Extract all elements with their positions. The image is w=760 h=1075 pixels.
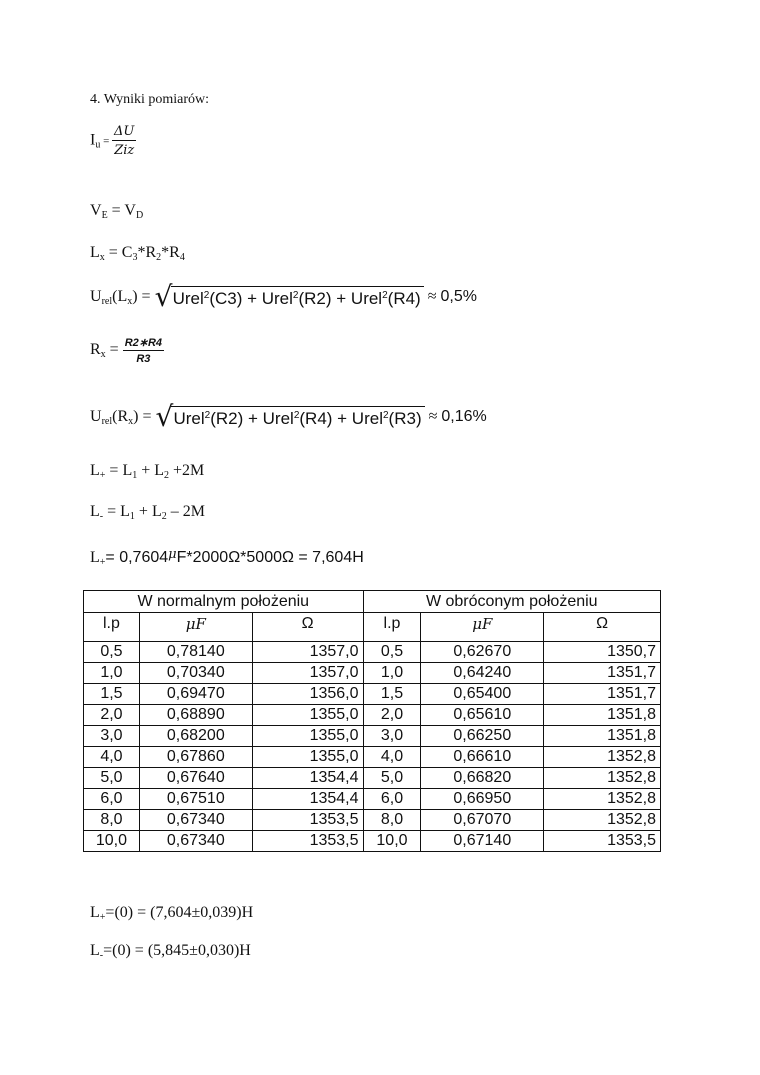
cell-ohm-rotated: 1351,8 [544, 705, 661, 726]
lx-a: L [90, 244, 100, 261]
table-row [84, 663, 661, 684]
urel-lx-approx: ≈ [423, 288, 441, 306]
urel-rx-t3a: (R3) [388, 409, 422, 428]
ve-eq: = [107, 202, 125, 219]
cell-ohm-normal: 1355,0 [252, 747, 363, 768]
cell-lp-rotated: 4,0 [363, 747, 421, 768]
cell-uf-rotated: 0,64240 [421, 663, 544, 684]
ve-b-sub: D [135, 210, 144, 221]
cell-ohm-rotated: 1351,8 [544, 726, 661, 747]
urel-lx-result: 0,5% [440, 288, 477, 306]
formula-urel-lx [90, 280, 477, 313]
cell-ohm-rotated: 1352,8 [544, 768, 661, 789]
table-row [84, 726, 661, 747]
ve-a-sub: E [101, 210, 108, 221]
result-lminus-sub: - [99, 950, 104, 961]
cell-ohm-normal: 1355,0 [252, 705, 363, 726]
cell-uf-normal: 0,68890 [139, 705, 252, 726]
cell-ohm-normal: 1354,4 [252, 789, 363, 810]
cell-lp-rotated: 5,0 [363, 768, 421, 789]
cell-lp-rotated: 2,0 [363, 705, 421, 726]
cell-ohm-rotated: 1351,7 [544, 684, 661, 705]
cell-uf-rotated: 0,66610 [421, 747, 544, 768]
iu-numerator: ΔU [114, 124, 135, 139]
cell-lp-normal: 2,0 [84, 705, 140, 726]
group-header-normal: W normalnym położeniu [84, 591, 364, 613]
cell-ohm-rotated: 1351,7 [544, 663, 661, 684]
col-header-uf-2: μF [421, 613, 544, 642]
cell-uf-rotated: 0,67070 [421, 810, 544, 831]
cell-uf-normal: 0,67860 [139, 747, 252, 768]
cell-uf-rotated: 0,66950 [421, 789, 544, 810]
col-header-lp-2: l.p [363, 613, 421, 642]
cell-lp-normal: 10,0 [84, 831, 140, 852]
urel-rx-lhs-sub2: x [128, 416, 134, 428]
table-row [84, 768, 661, 789]
urel-lx-t2a: (R2) + Urel [298, 289, 383, 308]
iu-lhs: I [90, 131, 96, 149]
cell-ohm-rotated: 1353,5 [544, 831, 661, 852]
urel-rx-sq3: 2 [382, 410, 389, 421]
lcalc-mu: μ [168, 547, 177, 562]
formula-lplus [90, 462, 204, 481]
lx-d: *R [161, 244, 180, 261]
urel-lx-lhs-a: U [90, 288, 102, 306]
cell-lp-normal: 3,0 [84, 726, 140, 747]
formula-ve [90, 202, 143, 221]
lcalc-c: F*2000Ω*5000Ω = 7,604H [176, 549, 364, 566]
lplus-c: + L [137, 462, 165, 479]
col-header-lp-1: l.p [84, 613, 140, 642]
cell-ohm-rotated: 1352,8 [544, 747, 661, 768]
table-row [84, 831, 661, 852]
cell-uf-normal: 0,67340 [139, 810, 252, 831]
urel-lx-lhs-c: ) = [132, 288, 155, 306]
table-group-header-row [84, 591, 661, 613]
cell-lp-normal: 1,5 [84, 684, 140, 705]
cell-uf-normal: 0,68200 [139, 726, 252, 747]
result-lplus-b: =(0) = (7,604±0,039)H [105, 904, 254, 921]
cell-uf-normal: 0,70340 [139, 663, 252, 684]
urel-rx-sq2: 2 [293, 410, 300, 421]
table-row [84, 810, 661, 831]
lplus-d: +2M [169, 462, 205, 479]
result-lplus-a: L [90, 904, 100, 921]
col-header-ohm-1: Ω [252, 613, 363, 642]
cell-lp-normal: 0,5 [84, 642, 140, 663]
urel-rx-approx: ≈ [424, 408, 442, 426]
lcalc-b: = 0,7604 [105, 549, 169, 566]
cell-lp-rotated: 10,0 [363, 831, 421, 852]
result-lplus-sub: + [99, 912, 106, 923]
rx-numerator: R2∗R4 [124, 337, 163, 349]
result-lminus [90, 942, 251, 961]
cell-lp-normal: 1,0 [84, 663, 140, 684]
urel-lx-radicand [171, 286, 424, 309]
cell-uf-normal: 0,67510 [139, 789, 252, 810]
table-row [84, 642, 661, 663]
cell-ohm-normal: 1357,0 [252, 663, 363, 684]
cell-lp-rotated: 1,5 [363, 684, 421, 705]
lx-sub-2: 2 [156, 252, 162, 263]
table-body [84, 642, 661, 852]
table-row [84, 789, 661, 810]
lcalc-a: L [90, 549, 100, 566]
lx-sub-x: x [99, 252, 105, 263]
cell-uf-normal: 0,69470 [139, 684, 252, 705]
table-row [84, 747, 661, 768]
formula-rx [90, 336, 164, 365]
cell-ohm-normal: 1353,5 [252, 810, 363, 831]
cell-ohm-normal: 1357,0 [252, 642, 363, 663]
cell-uf-normal: 0,67640 [139, 768, 252, 789]
cell-lp-rotated: 8,0 [363, 810, 421, 831]
iu-sub: u [95, 139, 101, 151]
cell-ohm-rotated: 1352,8 [544, 810, 661, 831]
cell-ohm-normal: 1353,5 [252, 831, 363, 852]
rx-denominator: R3 [136, 353, 151, 365]
urel-rx-t2a: (R4) + Urel [299, 409, 383, 428]
cell-ohm-rotated: 1352,8 [544, 789, 661, 810]
iu-fraction [112, 124, 136, 158]
measurement-table [83, 590, 661, 852]
table-row [84, 705, 661, 726]
table-column-header-row [84, 613, 661, 642]
lminus-c-sub: 2 [161, 511, 167, 522]
formula-lcalc [90, 547, 364, 568]
cell-uf-rotated: 0,66820 [421, 768, 544, 789]
ve-a: V [90, 202, 102, 219]
lminus-d: – 2M [166, 503, 205, 520]
cell-uf-rotated: 0,65610 [421, 705, 544, 726]
urel-rx-lhs-sub: rel [101, 416, 113, 428]
result-lminus-a: L [90, 942, 100, 959]
urel-lx-lhs-sub: rel [101, 296, 113, 308]
table-row [84, 684, 661, 705]
cell-ohm-rotated: 1350,7 [544, 642, 661, 663]
lminus-b: = L [103, 503, 130, 520]
group-header-rotated: W obróconym położeniu [363, 591, 660, 613]
urel-lx-sq1: 2 [203, 290, 210, 301]
urel-lx-t3a: (R4) [387, 289, 421, 308]
urel-lx-lhs-sub2: x [127, 296, 133, 308]
lplus-b: = L [105, 462, 133, 479]
lplus-a: L [90, 462, 100, 479]
urel-lx-lhs-b: (L [112, 288, 128, 306]
rx-eq: = [105, 341, 123, 359]
sqrt-icon: √ [154, 280, 173, 313]
cell-lp-normal: 6,0 [84, 789, 140, 810]
lx-sub-3: 3 [132, 252, 138, 263]
cell-lp-normal: 4,0 [84, 747, 140, 768]
cell-lp-rotated: 3,0 [363, 726, 421, 747]
lx-c: *R [137, 244, 157, 261]
urel-rx-lhs-c: ) = [133, 408, 156, 426]
section-title: 4. Wyniki pomiarów: [90, 92, 210, 107]
cell-uf-rotated: 0,62670 [421, 642, 544, 663]
cell-ohm-normal: 1355,0 [252, 726, 363, 747]
cell-uf-rotated: 0,66250 [421, 726, 544, 747]
cell-lp-normal: 5,0 [84, 768, 140, 789]
urel-rx-t1: Urel [173, 409, 205, 428]
urel-rx-sqrt [155, 400, 424, 433]
urel-lx-sqrt [154, 280, 424, 313]
ve-b: V [124, 202, 136, 219]
urel-rx-t1a: (R2) + Urel [210, 409, 294, 428]
formula-lminus [90, 503, 205, 522]
urel-lx-t1a: (C3) + Urel [209, 289, 293, 308]
lplus-a-sub: + [99, 470, 106, 481]
rx-sub: x [100, 349, 106, 361]
cell-ohm-normal: 1356,0 [252, 684, 363, 705]
rx-fraction [123, 336, 164, 365]
cell-lp-rotated: 6,0 [363, 789, 421, 810]
lx-b: = C [104, 244, 133, 261]
formula-lx [90, 244, 185, 263]
sqrt-icon: √ [155, 400, 174, 433]
rx-lhs: R [90, 341, 101, 359]
cell-uf-normal: 0,67340 [139, 831, 252, 852]
urel-lx-t1: Urel [172, 289, 204, 308]
result-lminus-b: =(0) = (5,845±0,030)H [103, 942, 251, 959]
lx-sub-4: 4 [179, 252, 185, 263]
urel-rx-radicand [171, 406, 424, 429]
col-header-uf-1: μF [139, 613, 252, 642]
urel-rx-lhs-a: U [90, 408, 102, 426]
col-header-ohm-2: Ω [544, 613, 661, 642]
cell-lp-rotated: 0,5 [363, 642, 421, 663]
result-lplus [90, 904, 253, 923]
lminus-c: + L [134, 503, 162, 520]
cell-lp-rotated: 1,0 [363, 663, 421, 684]
urel-rx-sq1: 2 [204, 410, 211, 421]
iu-denominator: Ziz [114, 143, 135, 158]
cell-uf-rotated: 0,67140 [421, 831, 544, 852]
urel-rx-result: 0,16% [441, 408, 487, 426]
cell-lp-normal: 8,0 [84, 810, 140, 831]
cell-ohm-normal: 1354,4 [252, 768, 363, 789]
urel-lx-sq3: 2 [382, 290, 388, 301]
formula-urel-rx [90, 400, 487, 433]
formula-iu [90, 124, 136, 158]
lcalc-a-sub: + [99, 557, 106, 568]
cell-uf-rotated: 0,65400 [421, 684, 544, 705]
cell-uf-normal: 0,78140 [139, 642, 252, 663]
urel-rx-lhs-b: (R [112, 408, 129, 426]
lminus-a-sub: - [99, 511, 104, 522]
lplus-b-sub: 1 [132, 470, 138, 481]
lminus-b-sub: 1 [129, 511, 135, 522]
iu-eq: = [100, 135, 113, 148]
lminus-a: L [90, 503, 100, 520]
lplus-c-sub: 2 [164, 470, 170, 481]
urel-lx-sq2: 2 [292, 290, 299, 301]
